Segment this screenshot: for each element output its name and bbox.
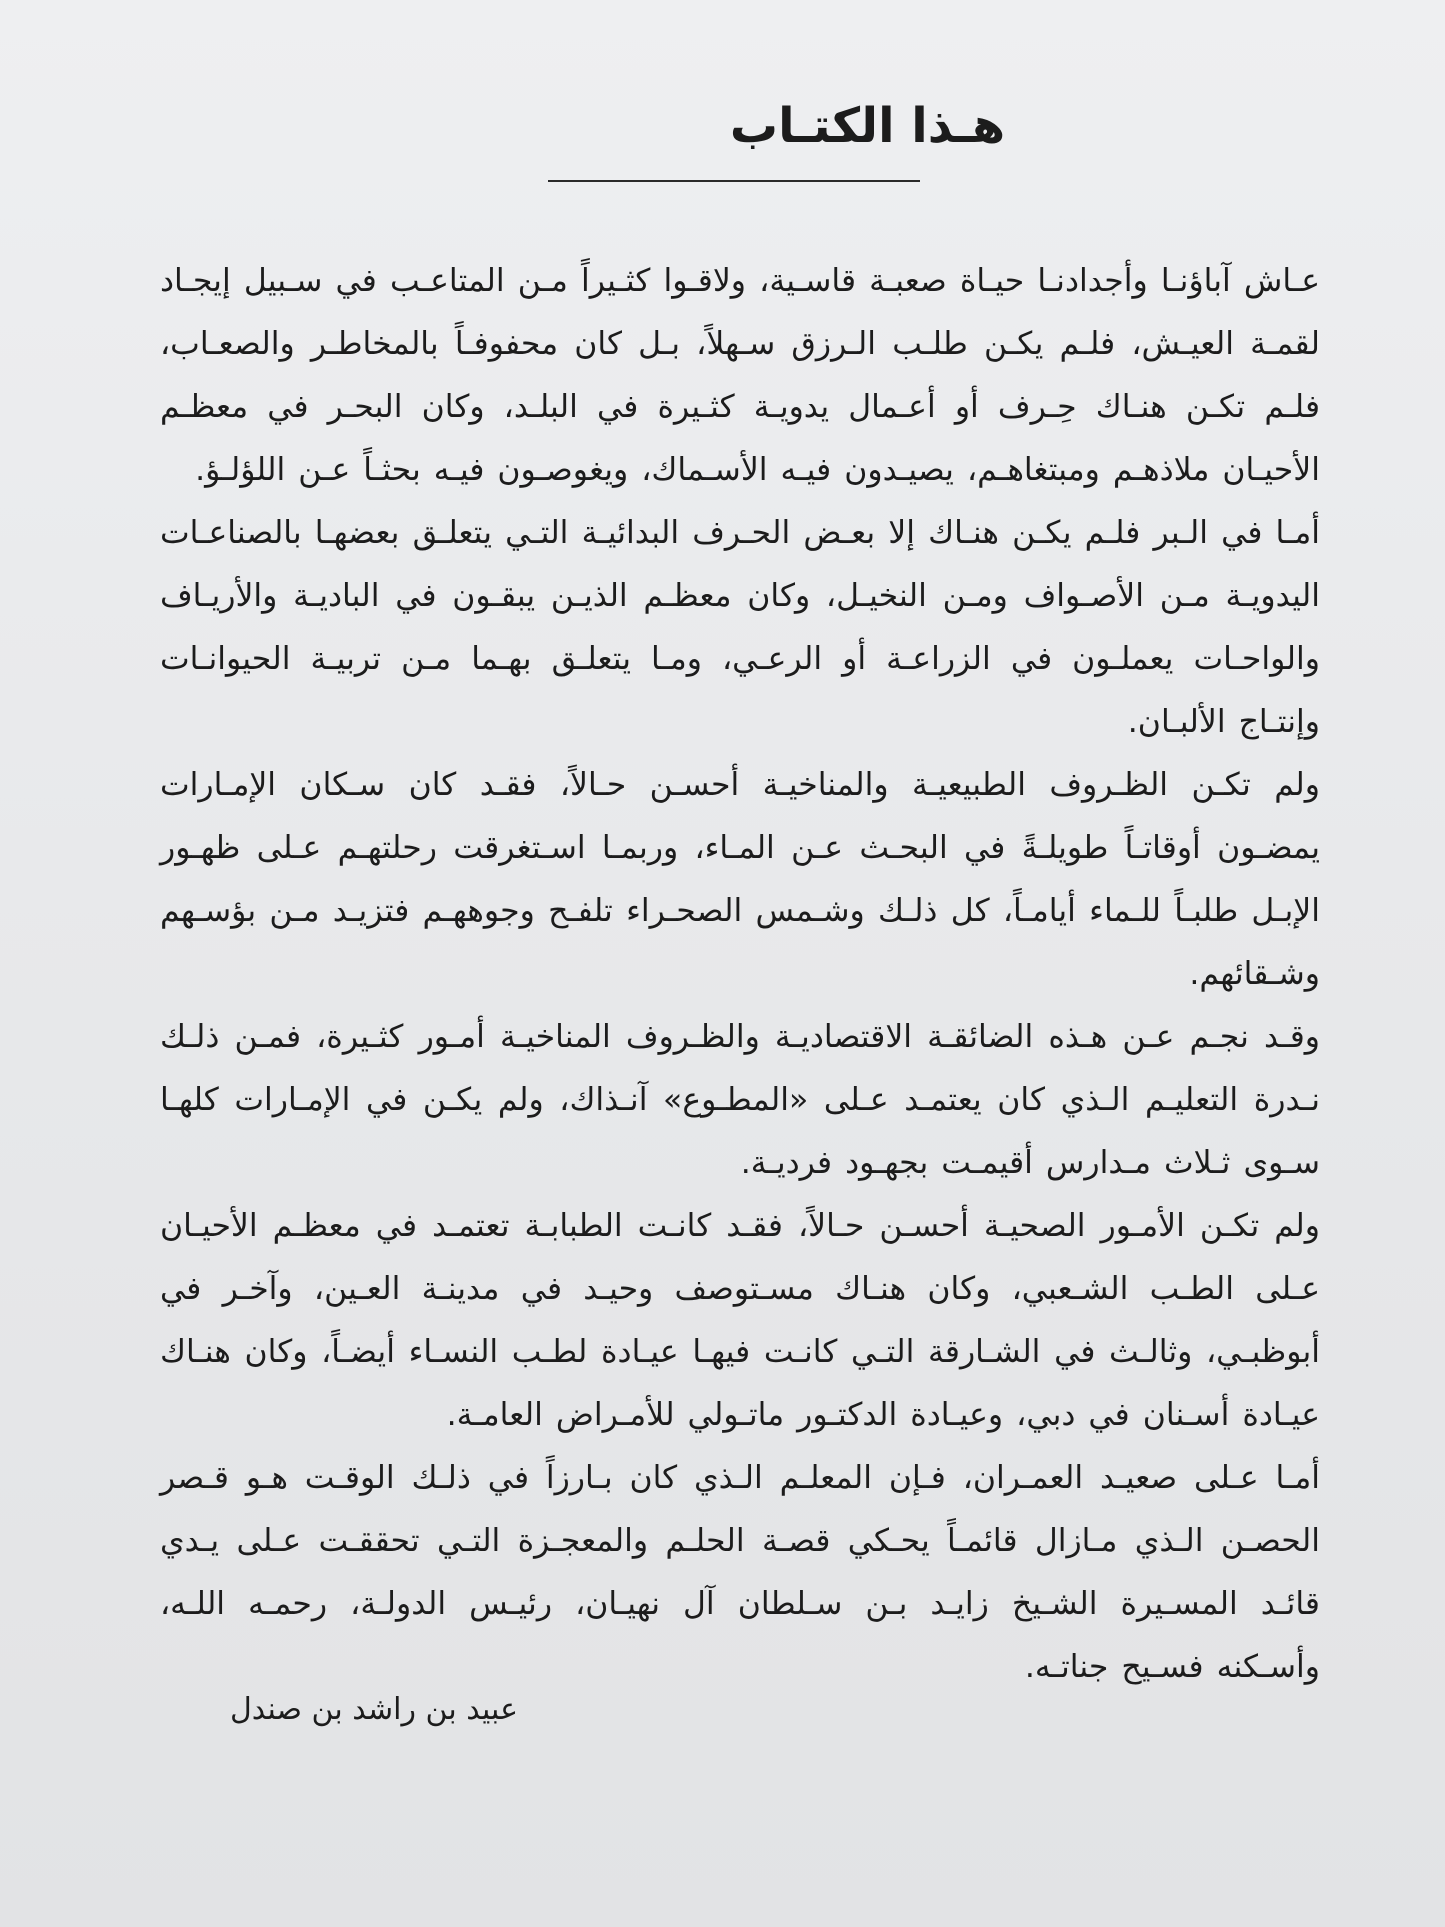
paragraph: ولم تكـن الظـروف الطبيعيـة والمناخيـة أحسـن حـالاً، فقـد كان سـكان الإمـارات يمضـون أوقاتـاً طويلـةً في البحـث عـن المـاء، وربمـا اسـتغرقت رحلتهـم عـلى ظهـور الإبـل طلبـاً للـماء أيامـاً، كل ذلـك وشـمس الصحـراء تلفـح وجوههـم فتزيـد مـن بؤسـهم وشـقائهم. <box>160 767 1320 992</box>
author-signature: عبيد بن راشد بن صندل <box>229 1692 518 1727</box>
paragraph: وقـد نجـم عـن هـذه الضائقـة الاقتصاديـة والظـروف المناخيـة أمـور كثـيرة، فمـن ذلـك نـدرة التعليـم الـذي كان يعتمـد عـلى «المطـوع» آنـذاك، ولم يكـن في الإمـارات كلهـا سـوى ثـلاث مـدارس أقيمـت بجهـود فرديـة. <box>160 1019 1320 1181</box>
paragraph: ولم تكـن الأمـور الصحيـة أحسـن حـالاً، فقـد كانـت الطبابـة تعتمـد في معظـم الأحيـان عـلى الطـب الشـعبي، وكان هنـاك مسـتوصف وحيـد في مدينـة العـين، وآخـر في أبوظبـي، وثالـث في الشـارقة التـي كانـت فيهـا عيـادة لطـب النسـاء أيضـاً، وكان هنـاك عيـادة أسـنان في دبي، وعيـادة الدكتـور ماتـولي للأمـراض العامـة. <box>160 1208 1320 1433</box>
body-text <box>160 250 1320 1699</box>
paragraph: أمـا عـلى صعيـد العمـران، فـإن المعلـم الـذي كان بـارزاً في ذلـك الوقـت هـو قـصر الحصـن الـذي مـازال قائمـاً يحـكي قصـة الحلـم والمعجـزة التـي تحققـت عـلى يـدي قائـد المسـيرة الشـيخ زايـد بـن سـلطان آل نهيـان، رئيـس الدولـة، رحمـه اللـه، وأسـكنه فسـيح جناتـه. <box>160 1460 1320 1685</box>
page-title: هـذا الكتـاب <box>729 98 1006 154</box>
title-underline <box>548 180 920 182</box>
paragraph: أمـا في الـبر فلـم يكـن هنـاك إلا بعـض الحـرف البدائيـة التـي يتعلـق بعضهـا بالصناعـات اليدويـة مـن الأصـواف ومـن النخيـل، وكان معظـم الذيـن يبقـون في الباديـة والأريـاف والواحـات يعملـون في الزراعـة أو الرعـي، ومـا يتعلـق بهـما مـن تربيـة الحيوانـات وإنتـاج الألبـان. <box>160 515 1320 740</box>
paragraph: عـاش آباؤنـا وأجدادنـا حيـاة صعبـة قاسـية، ولاقـوا كثـيراً مـن المتاعـب في سـبيل إيجـاد لقمـة العيـش، فلـم يكـن طلـب الـرزق سـهلاً، بـل كان محفوفـاً بالمخاطـر والصعـاب، فلـم تكـن هنـاك حِـرف أو أعـمال يدويـة كثـيرة في البلـد، وكان البحـر في معظـم الأحيـان ملاذهـم ومبتغاهـم، يصيـدون فيـه الأسـماك، ويغوصـون فيـه بحثـاً عـن اللؤلـؤ. <box>160 263 1320 488</box>
